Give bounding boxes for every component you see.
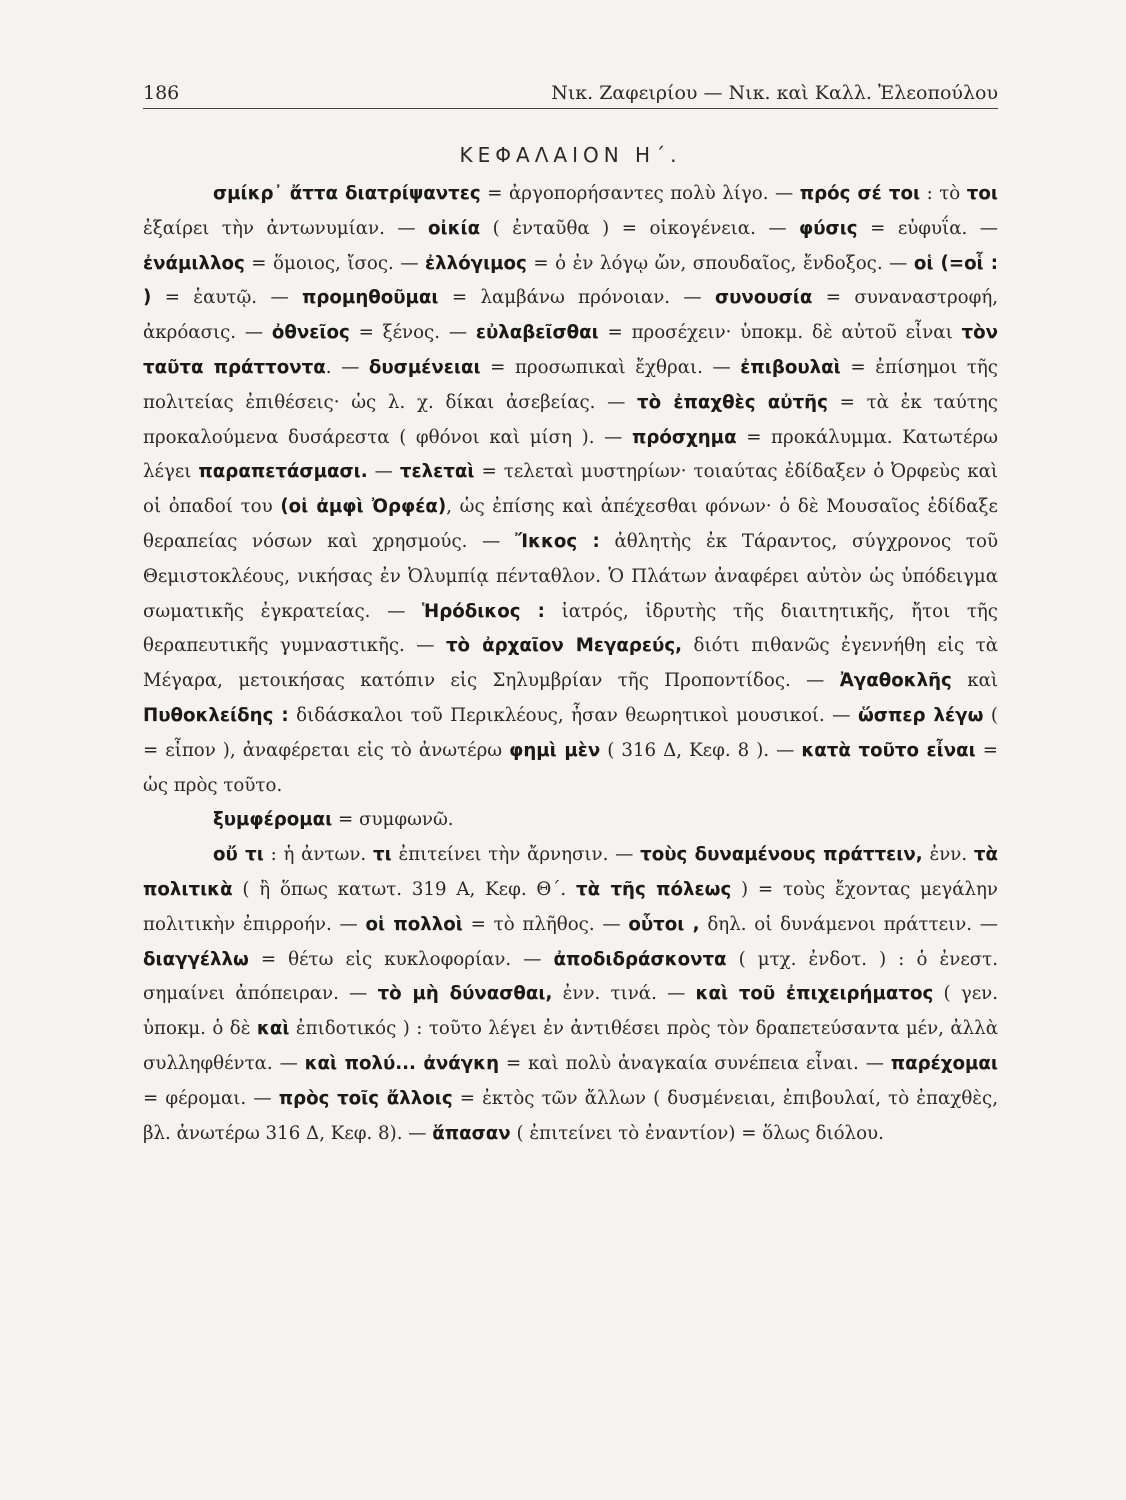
- gloss-text: ἐνν. τινά. —: [552, 983, 696, 1005]
- paragraph-3: [143, 838, 998, 1151]
- gloss-text: ἰατρός, ἱδρυτὴς τῆς διαιτητικῆς, ἤτοι τῆς θεραπευτικῆς γυμναστικῆς. —: [143, 600, 998, 657]
- gloss-text: = προκάλυμμα. Κατωτέρω λέγει: [143, 426, 998, 483]
- gloss-text: ἐξαίρει τὴν ἀντωνυμίαν. —: [143, 217, 429, 239]
- gloss-text: ( ἐνταῦθα ) = οἰκογένεια. —: [480, 217, 800, 239]
- lemma-term: τὸ μὴ δύνασθαι,: [377, 983, 553, 1005]
- gloss-text: ἐνν.: [922, 844, 974, 866]
- lemma-term: ἐπιβουλαὶ: [740, 356, 841, 378]
- gloss-text: ( 316 Δ, Κεφ. 8 ). —: [600, 739, 802, 761]
- gloss-text: : ἡ ἀντων.: [263, 844, 373, 866]
- lemma-term: οὗτοι ,: [628, 913, 700, 935]
- paragraph-1: [143, 177, 998, 803]
- gloss-text: = ὡς πρὸς τοῦτο.: [143, 739, 998, 796]
- lemma-term: παραπετάσμασι.: [198, 461, 368, 483]
- gloss-text: = τὸ πλῆθος. —: [462, 913, 629, 935]
- lemma-term: τὸ ἐπαχθὲς αὐτῆς: [637, 391, 828, 413]
- lemma-term: Ἴκκος :: [515, 530, 600, 552]
- lemma-term: τι: [372, 844, 392, 866]
- gloss-text: = συμφωνῶ.: [332, 809, 454, 831]
- running-title: Νικ. Ζαφειρίου — Νικ. καὶ Καλλ. Ἐλεοπούλου: [551, 82, 998, 104]
- gloss-text: ἀθλητὴς ἐκ Τάραντος, σύγχρονος τοῦ Θεμιστοκλέους, νικήσας ἐν Ὀλυμπίᾳ πένταθλον. Ὁ Πλάτων ἀναφέρει αὐτὸν ὡς ὑπόδειγμα σωματικῆς ἐγκρατείας. —: [143, 530, 998, 622]
- gloss-text: = φέρομαι. —: [143, 1087, 279, 1109]
- lemma-term: εὐλαβεῖσθαι: [475, 322, 599, 344]
- lemma-term: Πυθοκλείδης :: [143, 704, 289, 726]
- lemma-term: πρὸς τοῖς ἄλλοις: [278, 1087, 453, 1109]
- gloss-text: = λαμβάνω πρόνοιαν. —: [438, 287, 715, 309]
- lemma-term: τὸν ταῦτα πράττοντα: [143, 322, 998, 378]
- lemma-term: πρός σέ τοι: [799, 183, 921, 204]
- gloss-text: = καὶ πολὺ ἀναγκαία συνέπεια εἶναι. —: [499, 1052, 891, 1074]
- gloss-text: = ἐκτὸς τῶν ἄλλων ( δυσμένειαι, ἐπιβουλαί, τὸ ἐπαχθὲς, βλ. ἀνωτέρω 316 Δ, Κεφ. 8). —: [143, 1087, 998, 1144]
- gloss-text: ) = τοὺς ἔχοντας μεγάλην πολιτικὴν ἐπιρροήν. —: [143, 878, 998, 935]
- gloss-text: = θέτω εἰς κυκλοφορίαν. —: [248, 948, 554, 970]
- lemma-term: πρόσχημα: [631, 426, 737, 448]
- gloss-text: = προσωπικαὶ ἔχθραι. —: [480, 356, 741, 378]
- gloss-text: ( ἢ ὅπως κατωτ. 319 Α, Κεφ. Θ΄.: [232, 878, 576, 900]
- gloss-text: = προσέχειν· ὑποκμ. δὲ αὐτοῦ εἶναι: [598, 322, 962, 344]
- lemma-term: καὶ πολύ... ἀνάγκη: [304, 1052, 500, 1074]
- lemma-term: διαγγέλλω: [143, 948, 249, 970]
- gloss-text: = εὐφυΐα. —: [857, 217, 998, 239]
- lemma-term: ἅπασαν: [432, 1122, 511, 1144]
- gloss-text: διότι πιθανῶς ἐγεννήθη εἰς τὰ Μέγαρα, μετοικήσας κατόπιν εἰς Σηλυμβρίαν τῆς Προποντίδος. —: [143, 635, 998, 692]
- chapter-title: ΚΕΦΑΛΑΙΟΝ Η΄.: [459, 143, 682, 167]
- lemma-term: τὸ ἀρχαῖον Μεγαρεύς,: [445, 635, 683, 657]
- lemma-term: τοὺς δυναμένους πράττειν,: [640, 844, 923, 866]
- lemma-term: φύσις: [799, 217, 858, 239]
- gloss-text: ( ἐπιτείνει τὸ ἐναντίον) = ὅλως διόλου.: [510, 1122, 884, 1144]
- lemma-term: Ἡρόδικος :: [421, 600, 545, 622]
- gloss-text: = τὰ ἐκ ταύτης προκαλούμενα δυσάρεστα ( φθόνοι καὶ μίση ). —: [143, 391, 998, 448]
- lemma-term: Ἀγαθοκλῆς: [839, 670, 952, 692]
- lemma-term: οἰκία: [428, 217, 481, 239]
- gloss-text: . —: [325, 356, 369, 378]
- gloss-text: = συναναστροφή, ἀκρόασις. —: [143, 287, 999, 344]
- lemma-term: οἱ πολλοὶ: [365, 913, 463, 935]
- gloss-text: δηλ. οἱ δυνάμενοι πράττειν. —: [699, 913, 998, 935]
- lemma-term: σμίκρ᾽ ἄττα διατρίψαντες: [213, 183, 481, 204]
- gloss-text: , ὡς ἐπίσης καὶ ἀπέχεσθαι φόνων· ὁ δὲ Μουσαῖος ἐδίδαξε θεραπείας νόσων καὶ χρησμούς. —: [143, 496, 998, 552]
- gloss-text: = τελεταὶ μυστηρίων· τοιαύτας ἐδίδαξεν ὁ Ὀρφεὺς καὶ οἱ ὀπαδοί του: [143, 461, 999, 518]
- gloss-text: διδάσκαλοι τοῦ Περικλέους, ἦσαν θεωρητικοὶ μουσικοί. —: [288, 704, 858, 726]
- gloss-text: ( γεν. ὑποκμ. ὁ δὲ: [143, 983, 998, 1040]
- lemma-term: ἐνάμιλλος: [143, 252, 245, 274]
- gloss-text: καὶ: [951, 670, 999, 692]
- lemma-term: οὔ τι: [213, 844, 264, 866]
- lemma-term: ἀποδιδράσκοντα: [553, 948, 727, 970]
- lemma-term: οἱ (=οἷ : ): [143, 252, 998, 309]
- lemma-term: κατὰ τοῦτο εἶναι: [801, 739, 976, 761]
- gloss-text: = ἐπίσημοι τῆς πολιτείας ἐπιθέσεις· ὡς λ. χ. δίκαι ἀσεβείας. —: [143, 356, 998, 413]
- lemma-term: φημὶ μὲν: [509, 739, 601, 761]
- gloss-text: : τὸ: [920, 183, 967, 204]
- lemma-term: ὀθνεῖος: [271, 322, 350, 344]
- lemma-term: δυσμένειαι: [368, 356, 481, 378]
- gloss-text: = ὅμοιος, ἴσος. —: [244, 252, 426, 274]
- paragraph-2: [143, 803, 998, 838]
- lemma-term: προμηθοῦμαι: [302, 287, 439, 309]
- lemma-term: (οἱ ἀμφὶ Ὀρφέα): [280, 496, 447, 518]
- lemma-term: καὶ: [256, 1018, 290, 1040]
- gloss-text: = ὁ ἐν λόγῳ ὤν, σπουδαῖος, ἔνδοξος. —: [526, 252, 914, 274]
- lemma-term: τὰ τῆς πόλεως: [576, 878, 732, 900]
- lemma-term: συνουσία: [714, 287, 813, 309]
- lemma-term: ξυμφέρομαι: [213, 809, 333, 831]
- gloss-text: ἐπιδοτικός ) : τοῦτο λέγει ἐν ἀντιθέσει πρὸς τὸν δραπετεύσαντα μέν, ἀλλὰ συλληφθέντα. —: [143, 1018, 998, 1074]
- page-number: 186: [143, 82, 180, 104]
- lemma-term: παρέχομαι: [890, 1052, 998, 1074]
- gloss-text: ἐπιτείνει τὴν ἄρνησιν. —: [391, 844, 641, 866]
- lemma-term: ὥσπερ λέγω: [858, 704, 984, 726]
- gloss-text: ( = εἶπον ), ἀναφέρεται εἰς τὸ ἀνωτέρω: [143, 704, 998, 761]
- running-header: [143, 82, 998, 109]
- lemma-term: καὶ τοῦ ἐπιχειρήματος: [695, 983, 934, 1005]
- gloss-text: —: [367, 461, 400, 483]
- lemma-term: ἐλλόγιμος: [425, 252, 527, 274]
- gloss-text: ( μτχ. ἐνδοτ. ) : ὁ ἐνεστ. σημαίνει ἀπόπειραν. —: [143, 948, 998, 1005]
- gloss-text: = ἑαυτῷ. —: [151, 287, 303, 309]
- gloss-text: = ξένος. —: [349, 322, 476, 344]
- lemma-term: τοι: [966, 183, 998, 204]
- lemma-term: τελεταὶ: [399, 461, 475, 483]
- page: [143, 82, 998, 1151]
- body-text: [143, 177, 998, 1151]
- lemma-term: τὰ πολιτικὰ: [143, 844, 998, 900]
- gloss-text: = ἀργοπορήσαντες πολὺ λίγο. —: [480, 183, 800, 204]
